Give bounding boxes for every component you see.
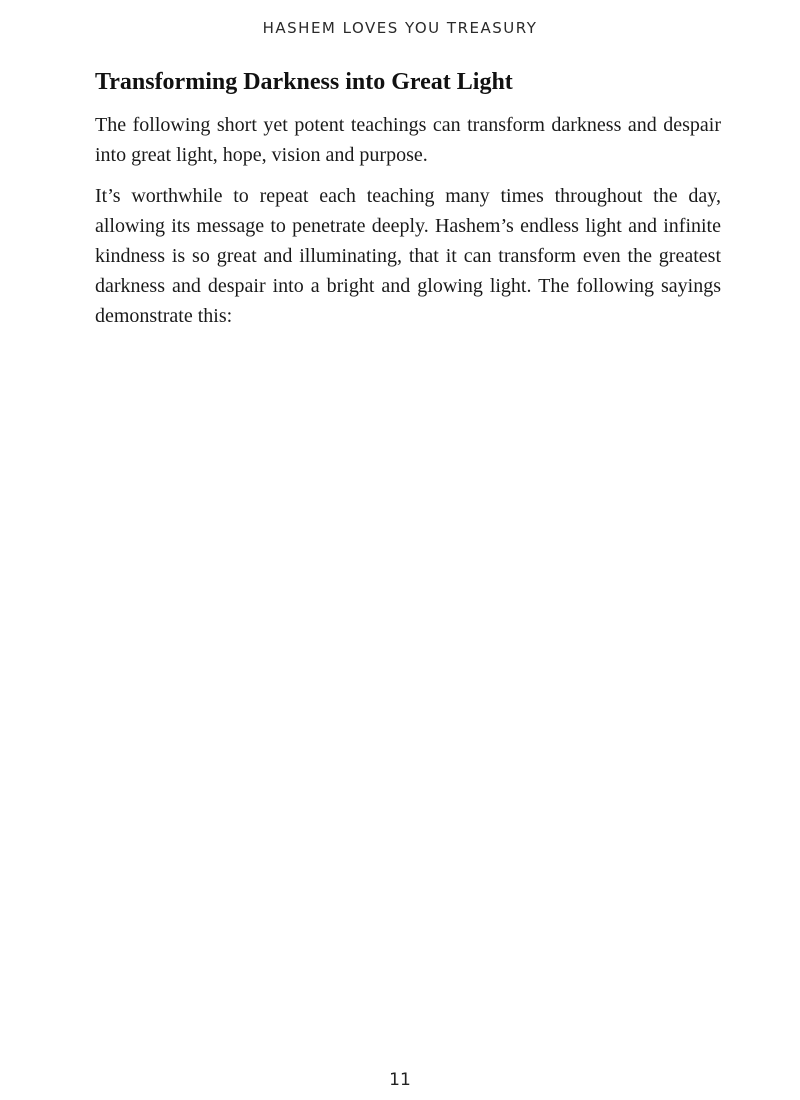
page-number: 11 (389, 1070, 411, 1090)
page-content (95, 66, 721, 342)
running-header: HASHEM LOVES YOU TREASURY (262, 19, 538, 37)
section-title: Transforming Darkness into Great Light (95, 69, 513, 95)
intro-paragraph: The following short yet potent teachings can transform darkness and despair into great light, hope, vision and purpose. (95, 114, 721, 166)
body-paragraph: It’s worthwhile to repeat each teaching many times throughout the day, allowing its message to penetrate deeply. Hashem’s endless light and infinite kindness is so great and illuminating, that it can transform even the greatest darkness and despair into a bright and glowing light. The following sayings demonstrate this: (95, 185, 721, 327)
